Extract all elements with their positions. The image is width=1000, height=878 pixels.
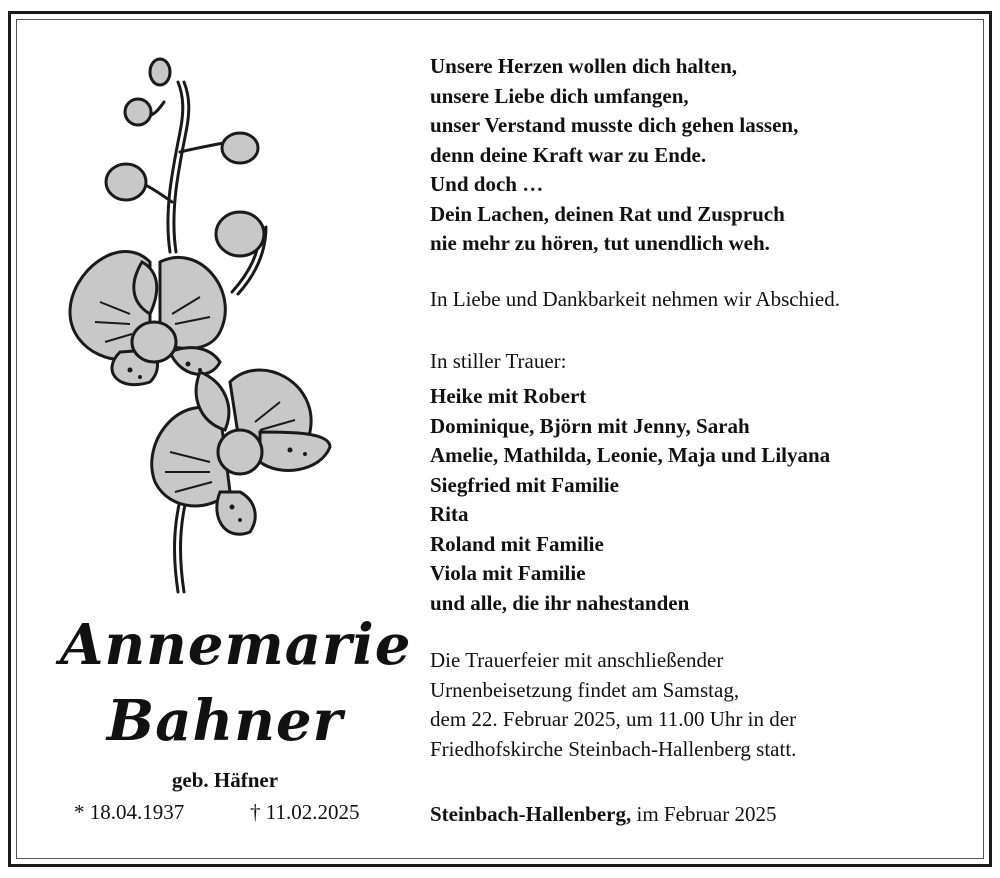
mourner: Roland mit Familie bbox=[430, 531, 604, 556]
mourner: Rita bbox=[430, 502, 469, 526]
place-name: Steinbach-Hallenberg, bbox=[430, 802, 632, 826]
place-date bbox=[430, 800, 975, 830]
mourner: Amelie, Mathilda, Leonie, Maja und Lilyana bbox=[430, 443, 831, 467]
service-line: Friedhofskirche Steinbach-Hallenberg statt. bbox=[430, 736, 797, 761]
service-line: Urnenbeisetzung findet am Samstag, bbox=[430, 677, 740, 702]
deceased-first-name: Annemarie bbox=[60, 612, 412, 678]
mourner: Heike mit Robert bbox=[430, 384, 587, 408]
service-line: Die Trauerfeier mit anschließender bbox=[430, 648, 724, 672]
farewell-text: In Liebe und Dankbarkeit nehmen wir Abschied. bbox=[430, 287, 840, 311]
mourner: und alle, die ihr nahestanden bbox=[430, 590, 690, 615]
deceased-last-name: Bahner bbox=[106, 688, 344, 754]
maiden-name: geb. Häfner bbox=[171, 768, 279, 792]
poem bbox=[430, 52, 975, 259]
mourner: Dominique, Björn mit Jenny, Sarah bbox=[430, 413, 750, 438]
poem-line: unsere Liebe dich umfangen, bbox=[430, 83, 689, 108]
mourner: Siegfried mit Familie bbox=[430, 472, 619, 497]
place-month: im Februar 2025 bbox=[636, 802, 777, 826]
death-date: † 11.02.2025 bbox=[250, 800, 360, 824]
orchid-illustration bbox=[60, 52, 350, 612]
life-dates bbox=[74, 800, 374, 825]
poem-line: Unsere Herzen wollen dich halten, bbox=[430, 54, 738, 78]
service-info bbox=[430, 646, 975, 764]
mourning-intro: In stiller Trauer: bbox=[430, 349, 567, 373]
poem-line: unser Verstand musste dich gehen lassen, bbox=[430, 113, 799, 137]
mourner: Viola mit Familie bbox=[430, 561, 586, 585]
poem-line: Und doch … bbox=[430, 172, 544, 196]
poem-line: denn deine Kraft war zu Ende. bbox=[430, 142, 707, 167]
birth-date: * 18.04.1937 bbox=[74, 800, 185, 824]
poem-line: nie mehr zu hören, tut unendlich weh. bbox=[430, 231, 770, 255]
service-line: dem 22. Februar 2025, um 11.00 Uhr in der bbox=[430, 707, 797, 731]
poem-line: Dein Lachen, deinen Rat und Zuspruch bbox=[430, 201, 785, 226]
mourner-list bbox=[430, 382, 975, 618]
